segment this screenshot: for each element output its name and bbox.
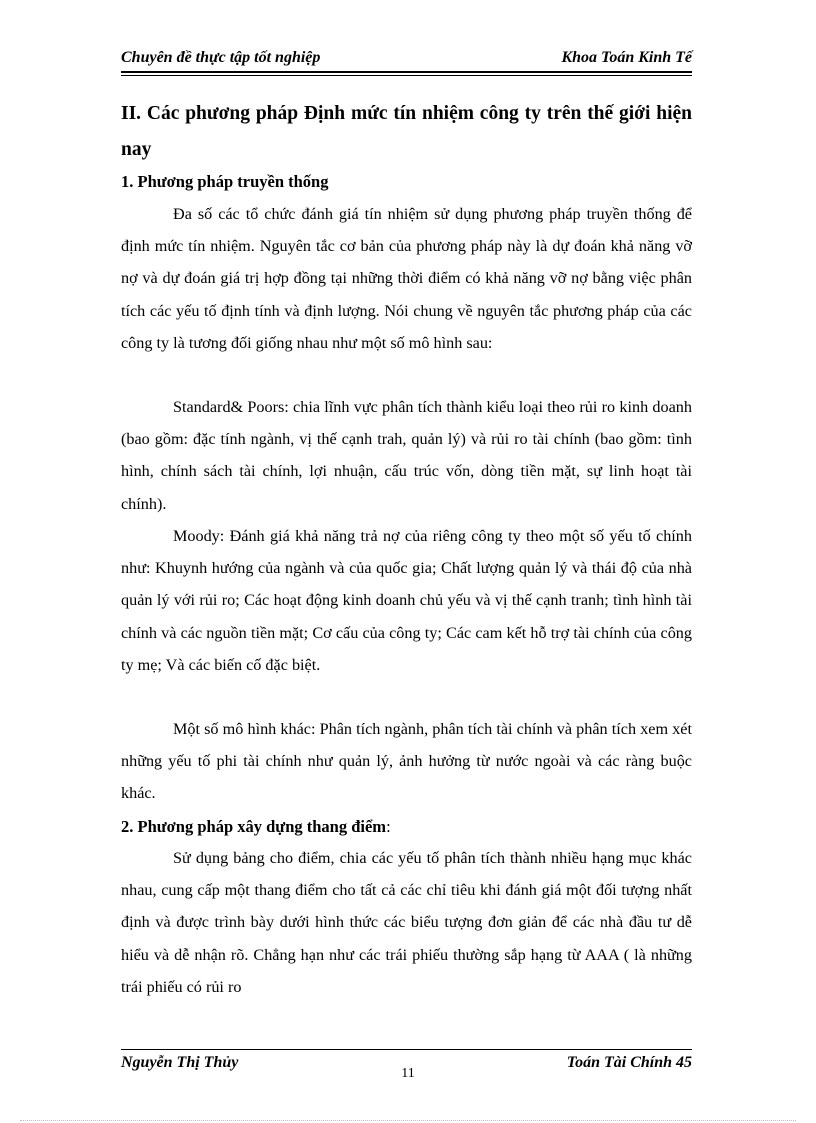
section-title: II. Các phương pháp Định mức tín nhiệm công ty trên thế giới hiện nay [121, 103, 692, 160]
footer-author: Nguyễn Thị Thủy [121, 1054, 239, 1071]
page-header [121, 49, 692, 71]
subsection-1-paragraph-4: Một số mô hình khác: Phân tích ngành, phân tích tài chính và phân tích xem xét những yếu tố phi tài chính như quản lý, ảnh hưởng từ nước ngoài và các ràng buộc khác. [121, 720, 692, 803]
header-left-text: Chuyên đề thực tập tốt nghiệp [121, 49, 321, 66]
header-rule-thin [121, 75, 692, 76]
page-edge-divider [20, 1120, 796, 1121]
subsection-1-paragraph-2: Standard& Poors: chia lĩnh vực phân tích thành kiểu loại theo rủi ro kinh doanh (bao gồm: đặc tính ngành, vị thế cạnh trah, quản lý) và rủi ro tài chính (bao gồm: tình hình, chính sách tài chính, lợi nhuận, cấu trúc vốn, dòng tiền mặt, sự linh hoạt tài chính). [121, 398, 692, 513]
subsection-1-title: 1. Phương pháp truyền thống [121, 172, 329, 191]
subsection-1-paragraph-1: Đa số các tổ chức đánh giá tín nhiệm sử dụng phương pháp truyền thống để định mức tín nhiệm. Nguyên tắc cơ bản của phương pháp này là dự đoán khả năng vỡ nợ và dự đoán giá trị hợp đồng tại những thời điểm có khả năng vỡ nợ bằng việc phân tích các yếu tố định tính và định lượng. Nói chung về nguyên tắc phương pháp của các công ty là tương đối giống nhau như một số mô hình sau: [121, 205, 692, 352]
subsection-2-title [121, 817, 391, 837]
subsection-2-title-text: 2. Phương pháp xây dựng thang điểm [121, 817, 387, 836]
subsection-2-paragraph-1: Sử dụng bảng cho điểm, chia các yếu tố phân tích thành nhiều hạng mục khác nhau, cung cấp một thang điểm cho tất cả các chỉ tiêu khi đánh giá một đối tượng nhất định và được trình bày dưới hình thức các biểu tượng đơn giản để các nhà đầu tư dễ hiểu và dễ nhận rõ. Chẳng hạn như các trái phiếu thường sắp hạng từ AAA ( là những trái phiếu có rủi ro [121, 849, 692, 996]
subsection-1-paragraph-3: Moody: Đánh giá khả năng trả nợ của riêng công ty theo một số yếu tố chính như: Khuynh hướng của ngành và của quốc gia; Chất lượng quản lý và thái độ của nhà quản lý với rủi ro; Các hoạt động kinh doanh chủ yếu và vị thế cạnh tranh; tình hình tài chính và các nguồn tiền mặt; Cơ cấu của công ty; Các cam kết hỗ trợ tài chính của công ty mẹ; Và các biến cố đặc biệt. [121, 527, 692, 674]
subsection-2-title-colon: : [386, 817, 391, 836]
footer-rule [121, 1049, 692, 1050]
page-number: 11 [401, 1066, 415, 1081]
footer-class: Toán Tài Chính 45 [566, 1054, 692, 1071]
header-rule [121, 71, 692, 73]
header-right-text: Khoa Toán Kinh Tế [561, 49, 692, 66]
